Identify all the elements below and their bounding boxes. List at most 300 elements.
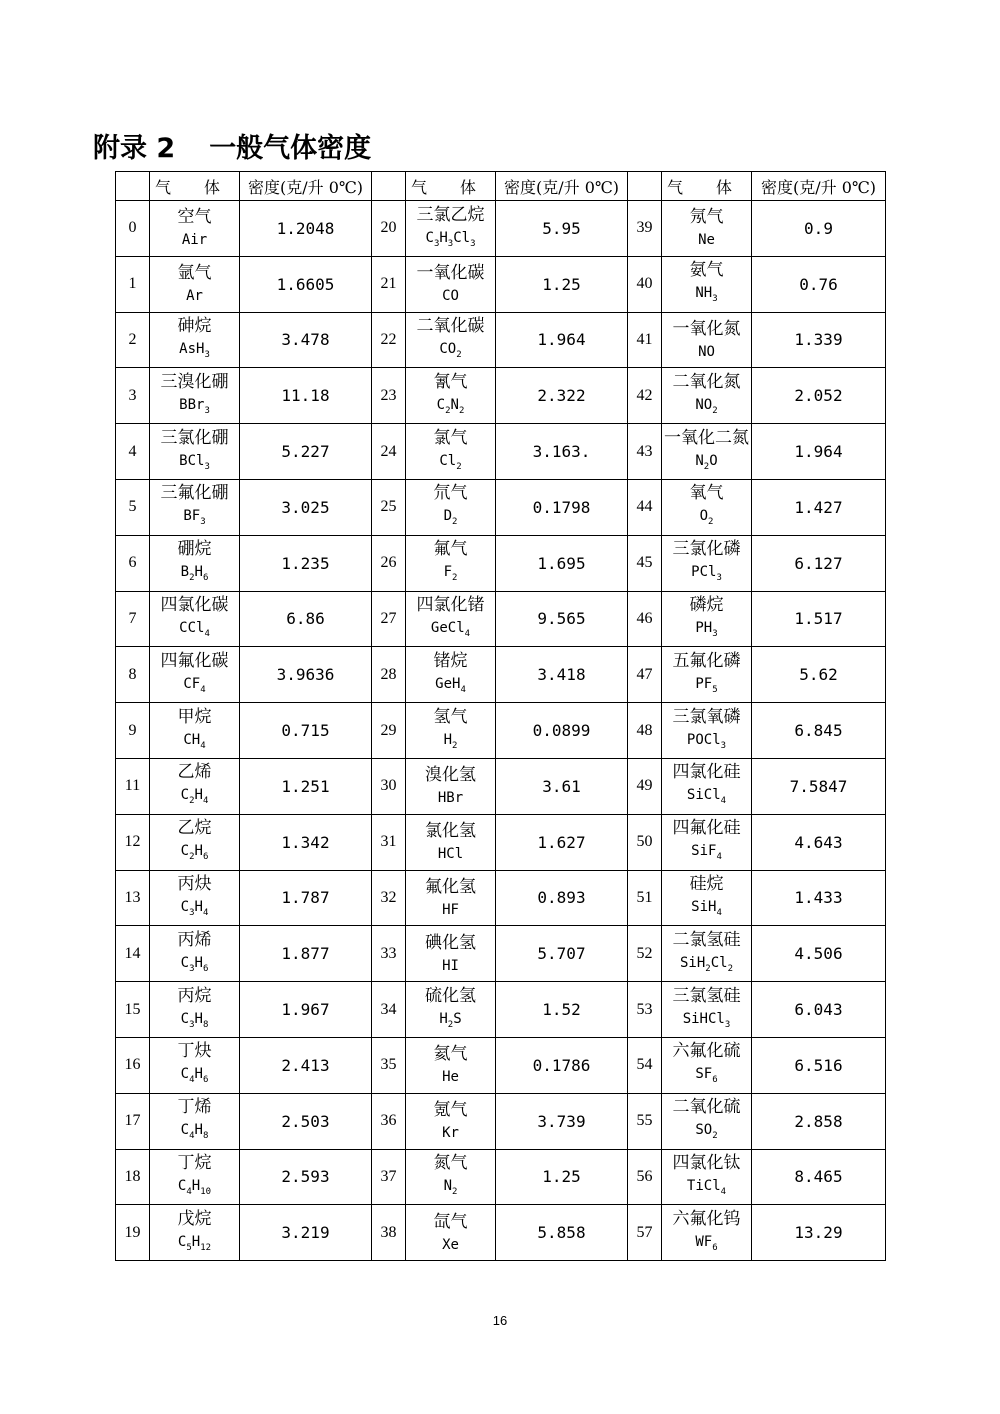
gas-index: 21 [372,256,406,312]
gas-formula: $H_2S$ [439,1010,462,1030]
gas-cell [662,870,752,926]
gas-formula: Ar [186,288,203,305]
gas-formula: CO [442,288,459,305]
gas-formula: $C_4H_{10}$ [177,1178,212,1197]
gas-index: 27 [372,591,406,647]
gas-formula: HCl [437,846,464,863]
gas-cell [406,535,496,591]
gas-formula: NO [698,343,715,360]
gas-index: 20 [372,201,406,257]
gas-formula: $CO_2$ [439,341,462,360]
density-value: 5.95 [496,201,628,257]
gas-index: 8 [116,647,150,703]
gas-index: 33 [372,926,406,982]
gas-formula: $C_3H_4$ [180,899,209,918]
table-row [116,535,886,591]
gas-cell [406,1093,496,1149]
gas-name: 丙烯 [177,929,212,950]
gas-formula: $SO_2$ [695,1122,718,1142]
gas-name: 三氯乙烷 [416,204,485,225]
gas-index: 56 [628,1149,662,1205]
gas-name: 四氯化钛 [672,1153,741,1174]
table-row [116,1037,886,1093]
gas-index: 14 [116,926,150,982]
gas-index: 4 [116,424,150,480]
appendix-label: 附录 2 [93,133,176,164]
gas-name: 二氧化碳 [416,316,485,337]
gas-name: 硫化氢 [425,985,476,1006]
gas-formula: $NH_3$ [695,285,718,305]
density-value: 1.427 [752,479,886,535]
gas-name: 一氧化碳 [416,263,485,284]
gas-formula: SiCl$_4$ [686,787,727,807]
gas-cell [406,1205,496,1261]
gas-formula: $PF_5$ [695,675,718,695]
header-index [372,172,406,201]
table-body [116,201,886,1261]
gas-formula: PCl$_3$ [691,564,722,584]
gas-cell [150,814,240,870]
density-value: 3.025 [240,479,372,535]
gas-cell [662,368,752,424]
gas-name: 六氟化硫 [672,1041,741,1062]
gas-cell [406,758,496,814]
gas-formula: Kr [442,1125,459,1142]
gas-cell [150,1093,240,1149]
density-value: 4.643 [752,814,886,870]
gas-index: 26 [372,535,406,591]
gas-name: 氯气 [433,427,468,448]
gas-name: 碘化氢 [425,932,476,953]
page-number: 16 [492,1313,508,1328]
gas-cell [662,201,752,257]
gas-name: 磷烷 [689,595,724,616]
gas-name: 二氧化氮 [672,371,741,392]
gas-name: 氪气 [433,1100,468,1121]
gas-cell [150,647,240,703]
density-value: 7.5847 [752,758,886,814]
gas-index: 7 [116,591,150,647]
gas-name: 四氯化硅 [672,762,741,783]
gas-index: 42 [628,368,662,424]
gas-cell [406,1037,496,1093]
gas-name: 一氧化氮 [672,318,741,339]
density-value: 1.877 [240,926,372,982]
density-value: 1.251 [240,758,372,814]
gas-cell [662,926,752,982]
gas-cell [662,814,752,870]
gas-name: 氯化氢 [425,821,476,842]
table-row [116,1093,886,1149]
header-index [628,172,662,201]
gas-name: 丁烯 [177,1097,212,1118]
gas-name: 丙炔 [177,874,212,895]
density-value: 3.9636 [240,647,372,703]
table-row [116,312,886,368]
table-row [116,814,886,870]
table-row [116,479,886,535]
gas-cell [150,870,240,926]
gas-name: 四氯化碳 [160,595,229,616]
gas-name: 丙烷 [177,985,212,1006]
density-value: 1.2048 [240,201,372,257]
gas-name: 丁烷 [177,1153,212,1174]
gas-cell [406,870,496,926]
table-row [116,758,886,814]
gas-formula: GeCl$_4$ [430,620,471,639]
gas-cell [150,758,240,814]
gas-index: 29 [372,703,406,759]
gas-formula: AsH$_3$ [179,341,210,360]
gas-formula: SiF$_4$ [691,843,722,863]
gas-cell [662,758,752,814]
gas-formula: BBr$_3$ [179,396,210,416]
table-row [116,982,886,1038]
density-value: 1.342 [240,814,372,870]
gas-cell [406,591,496,647]
density-value: 3.61 [496,758,628,814]
gas-formula: $C_3H_6$ [180,954,209,974]
gas-index: 25 [372,479,406,535]
table-row [116,926,886,982]
gas-cell [150,256,240,312]
density-value: 6.86 [240,591,372,647]
gas-index: 46 [628,591,662,647]
density-value: 1.627 [496,814,628,870]
density-value: 13.29 [752,1205,886,1261]
density-value: 1.517 [752,591,886,647]
gas-formula: $C_2H_4$ [180,787,209,807]
gas-index: 32 [372,870,406,926]
gas-formula: $C_4H_6$ [180,1066,209,1086]
gas-formula: Air [181,232,208,249]
gas-cell [406,368,496,424]
gas-cell [150,703,240,759]
gas-index: 3 [116,368,150,424]
density-value: 1.787 [240,870,372,926]
gas-cell [662,1093,752,1149]
gas-formula: Xe [442,1236,459,1253]
title-text: 一般气体密度 [209,133,372,164]
density-value: 8.465 [752,1149,886,1205]
gas-formula: $C_3H_3Cl_3$ [425,229,476,249]
gas-index: 34 [372,982,406,1038]
gas-formula: $PH_3$ [695,620,718,639]
gas-formula: $Cl_2$ [439,452,462,472]
gas-name: 锗烷 [433,650,468,671]
gas-name: 氧气 [689,483,724,504]
table-row [116,424,886,480]
density-value: 0.715 [240,703,372,759]
density-value: 0.9 [752,201,886,257]
gas-index: 5 [116,479,150,535]
gas-cell [662,256,752,312]
gas-index: 57 [628,1205,662,1261]
gas-formula: $SF_6$ [695,1066,718,1086]
gas-name: 氖气 [689,207,724,228]
table-row [116,1149,886,1205]
gas-index: 38 [372,1205,406,1261]
density-value: 5.62 [752,647,886,703]
gas-name: 氟化氢 [425,876,476,897]
gas-cell [406,312,496,368]
gas-name: 氦气 [433,1044,468,1065]
gas-index: 40 [628,256,662,312]
table-row [116,1205,886,1261]
gas-index: 55 [628,1093,662,1149]
density-value: 0.1786 [496,1037,628,1093]
header-gas: 气 体 [406,172,496,201]
gas-formula: $BF_3$ [183,508,206,528]
density-value: 1.339 [752,312,886,368]
table-row [116,703,886,759]
density-value: 2.322 [496,368,628,424]
header-index [116,172,150,201]
gas-cell [150,479,240,535]
gas-formula: $SiH_2Cl_2$ [680,954,733,974]
gas-name: 氘气 [433,483,468,504]
gas-formula: $H_2$ [443,731,458,751]
gas-cell [406,1149,496,1205]
gas-cell [662,1205,752,1261]
gas-cell [406,647,496,703]
gas-index: 11 [116,758,150,814]
gas-cell [406,256,496,312]
gas-name: 乙烷 [177,818,212,839]
gas-index: 23 [372,368,406,424]
gas-cell [406,201,496,257]
gas-name: 三氟化硼 [160,483,229,504]
gas-index: 2 [116,312,150,368]
density-value: 5.858 [496,1205,628,1261]
gas-cell [662,982,752,1038]
gas-name: 氙气 [433,1211,468,1232]
gas-cell [662,1149,752,1205]
density-value: 0.0899 [496,703,628,759]
gas-formula: GeH$_4$ [435,675,466,695]
density-value: 0.1798 [496,479,628,535]
gas-formula: BCl$_3$ [179,452,210,472]
density-value: 6.127 [752,535,886,591]
gas-cell [406,982,496,1038]
density-value: 5.707 [496,926,628,982]
gas-formula: SiH$_4$ [691,899,722,918]
density-value: 1.52 [496,982,628,1038]
gas-name: 戊烷 [177,1208,212,1229]
header-density: 密度(克/升 0℃) [496,172,628,201]
density-value: 1.964 [752,424,886,480]
gas-cell [150,312,240,368]
density-value: 3.163. [496,424,628,480]
density-value: 6.845 [752,703,886,759]
gas-cell [662,1037,752,1093]
gas-name: 氰气 [433,371,468,392]
gas-index: 28 [372,647,406,703]
gas-formula: $F_2$ [443,564,458,584]
gas-cell [150,591,240,647]
gas-formula: CCl$_4$ [179,620,210,639]
density-value: 0.893 [496,870,628,926]
table-row [116,870,886,926]
gas-density-table [115,171,886,1261]
gas-cell [150,535,240,591]
density-value: 3.219 [240,1205,372,1261]
gas-index: 30 [372,758,406,814]
gas-cell [662,424,752,480]
density-value: 11.18 [240,368,372,424]
gas-index: 47 [628,647,662,703]
gas-cell [150,1149,240,1205]
gas-name: 三溴化硼 [160,371,229,392]
density-value: 6.516 [752,1037,886,1093]
table-row [116,591,886,647]
gas-cell [662,647,752,703]
gas-index: 43 [628,424,662,480]
header-row [116,172,886,201]
gas-formula: $D_2$ [443,508,458,528]
density-value: 5.227 [240,424,372,480]
gas-name: 五氟化磷 [672,650,741,671]
gas-name: 硼烷 [177,539,212,560]
gas-cell [662,312,752,368]
gas-name: 六氟化钨 [672,1208,741,1229]
header-density: 密度(克/升 0℃) [240,172,372,201]
gas-formula: $WF_6$ [695,1233,718,1253]
gas-name: 空气 [177,207,212,228]
gas-name: 氮气 [433,1153,468,1174]
gas-name: 硅烷 [689,874,724,895]
gas-name: 氢气 [433,706,468,727]
gas-formula: SiHCl$_3$ [682,1010,731,1030]
table-row [116,368,886,424]
gas-cell [150,982,240,1038]
gas-index: 51 [628,870,662,926]
table-row [116,201,886,257]
gas-cell [406,424,496,480]
gas-formula: $NO_2$ [695,396,718,416]
gas-name: 二氯氢硅 [672,929,741,950]
gas-formula: HF [442,901,459,918]
gas-cell [150,1037,240,1093]
density-value: 3.418 [496,647,628,703]
gas-index: 1 [116,256,150,312]
density-value: 2.858 [752,1093,886,1149]
header-gas: 气 体 [150,172,240,201]
gas-formula: $C_2H_6$ [180,843,209,863]
gas-formula: TiCl$_4$ [686,1178,727,1197]
gas-formula: $C_5H_{12}$ [177,1233,212,1253]
gas-name: 四氯化锗 [416,595,485,616]
gas-index: 13 [116,870,150,926]
density-value: 1.695 [496,535,628,591]
gas-name: 氨气 [689,260,724,281]
gas-formula: $CF_4$ [183,675,206,695]
gas-name: 氟气 [433,539,468,560]
gas-index: 6 [116,535,150,591]
gas-name: 氩气 [177,263,212,284]
gas-formula: HBr [437,790,464,807]
table-row [116,647,886,703]
gas-name: 甲烷 [177,706,212,727]
gas-index: 9 [116,703,150,759]
density-value: 1.25 [496,256,628,312]
header-gas: 气 体 [662,172,752,201]
gas-cell [150,368,240,424]
gas-index: 12 [116,814,150,870]
gas-index: 39 [628,201,662,257]
gas-formula: $C_2N_2$ [436,396,465,416]
gas-formula: $CH_4$ [183,731,206,751]
header-density: 密度(克/升 0℃) [752,172,886,201]
gas-index: 35 [372,1037,406,1093]
gas-index: 19 [116,1205,150,1261]
density-value: 6.043 [752,982,886,1038]
density-value: 1.433 [752,870,886,926]
gas-index: 41 [628,312,662,368]
gas-name: 乙烯 [177,762,212,783]
gas-index: 15 [116,982,150,1038]
gas-cell [662,479,752,535]
gas-name: 三氯化硼 [160,427,229,448]
gas-cell [150,201,240,257]
gas-formula: HI [442,957,459,974]
gas-name: 三氯氧磷 [672,706,741,727]
gas-name: 三氯氢硅 [672,985,741,1006]
density-value: 2.503 [240,1093,372,1149]
density-value: 3.478 [240,312,372,368]
gas-cell [662,703,752,759]
gas-index: 22 [372,312,406,368]
gas-cell [406,479,496,535]
gas-formula: Ne [698,232,715,249]
density-value: 3.739 [496,1093,628,1149]
table-row [116,256,886,312]
density-value: 2.593 [240,1149,372,1205]
gas-index: 31 [372,814,406,870]
density-value: 1.967 [240,982,372,1038]
gas-formula: He [442,1069,459,1086]
gas-index: 18 [116,1149,150,1205]
density-value: 9.565 [496,591,628,647]
gas-index: 45 [628,535,662,591]
gas-index: 52 [628,926,662,982]
density-value: 1.964 [496,312,628,368]
gas-index: 54 [628,1037,662,1093]
gas-name: 三氯化磷 [672,539,741,560]
density-value: 1.235 [240,535,372,591]
gas-formula: $B_2H_6$ [180,564,209,584]
gas-cell [406,926,496,982]
gas-index: 16 [116,1037,150,1093]
gas-formula: $O_2$ [699,508,714,528]
gas-name: 四氟化硅 [672,818,741,839]
density-value: 2.413 [240,1037,372,1093]
density-value: 1.25 [496,1149,628,1205]
gas-cell [662,591,752,647]
gas-index: 50 [628,814,662,870]
page-title [93,126,371,165]
gas-index: 53 [628,982,662,1038]
gas-index: 44 [628,479,662,535]
gas-name: 丁炔 [177,1041,212,1062]
gas-cell [406,814,496,870]
density-value: 2.052 [752,368,886,424]
gas-cell [150,1205,240,1261]
gas-formula: $C_4H_8$ [180,1122,209,1142]
gas-cell [150,926,240,982]
gas-formula: $N_2O$ [695,452,718,472]
density-value: 4.506 [752,926,886,982]
